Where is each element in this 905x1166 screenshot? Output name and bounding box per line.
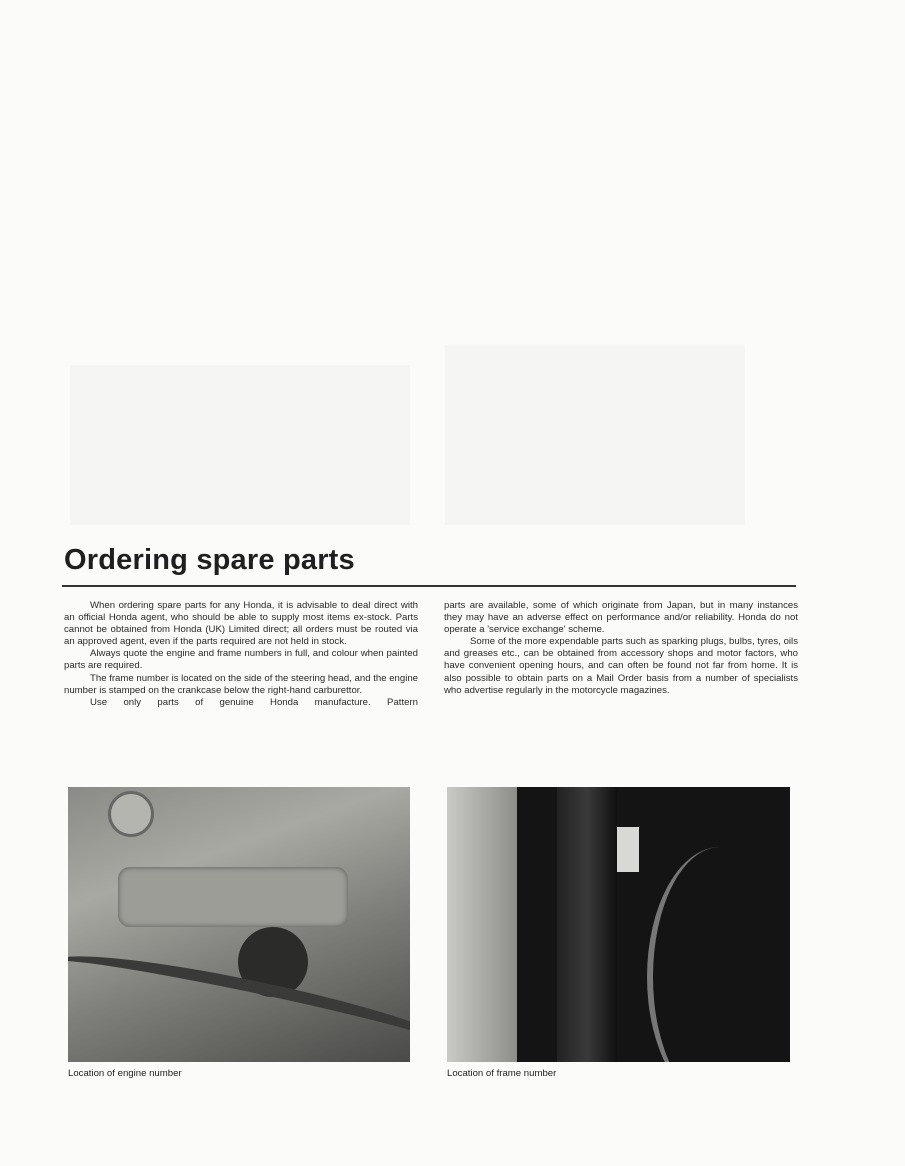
paragraph: The frame number is located on the side of the steering head, and the engine number is stamped on the crankcase below the right-hand carburettor. [64, 672, 419, 696]
engine-number-photo [68, 787, 410, 1062]
paragraph: Always quote the engine and frame numbers in full, and colour when painted parts are required. [64, 648, 418, 672]
engine-number-plate [118, 867, 348, 927]
cable-shape [647, 847, 790, 1062]
figure-caption: Location of frame number [447, 1068, 557, 1079]
page-title: Ordering spare parts [64, 544, 355, 576]
right-column [444, 600, 798, 697]
figure-caption: Location of engine number [68, 1068, 182, 1079]
frame-label-shape [617, 827, 639, 872]
bleed-through-shadow [70, 365, 410, 525]
paragraph: Use only parts of genuine Honda manufacture. Pattern [90, 696, 418, 708]
frame-number-photo [447, 787, 790, 1062]
paragraph: parts are available, some of which originate from Japan, but in many instances they may have an adverse effect on performance and/or reliability. Honda do not operate a 'service exchange' scheme. [444, 600, 798, 636]
left-column [64, 600, 418, 709]
paragraph: Some of the more expendable parts such as sparking plugs, bulbs, tyres, oils and greases etc., can be obtained from accessory shops and motor factors, who have convenient opening hours, and can often be found not far from home. It is also possible to obtain parts on a Mail Order basis from a number of specialists who advertise regularly in the motorcycle magazines. [444, 636, 798, 696]
fairing-shape [447, 787, 517, 1062]
steering-head-shape [557, 787, 617, 1062]
bolt-shape [108, 791, 154, 837]
bleed-through-shadow [445, 345, 745, 525]
title-rule [62, 585, 796, 587]
paragraph: When ordering spare parts for any Honda, it is advisable to deal direct with an official Honda agent, who should be able to supply most items ex-stock. Parts cannot be obtained from Honda (UK) Limited direct; all orders must be routed via an approved agent, even if the parts required are not held in stock. [64, 600, 418, 648]
